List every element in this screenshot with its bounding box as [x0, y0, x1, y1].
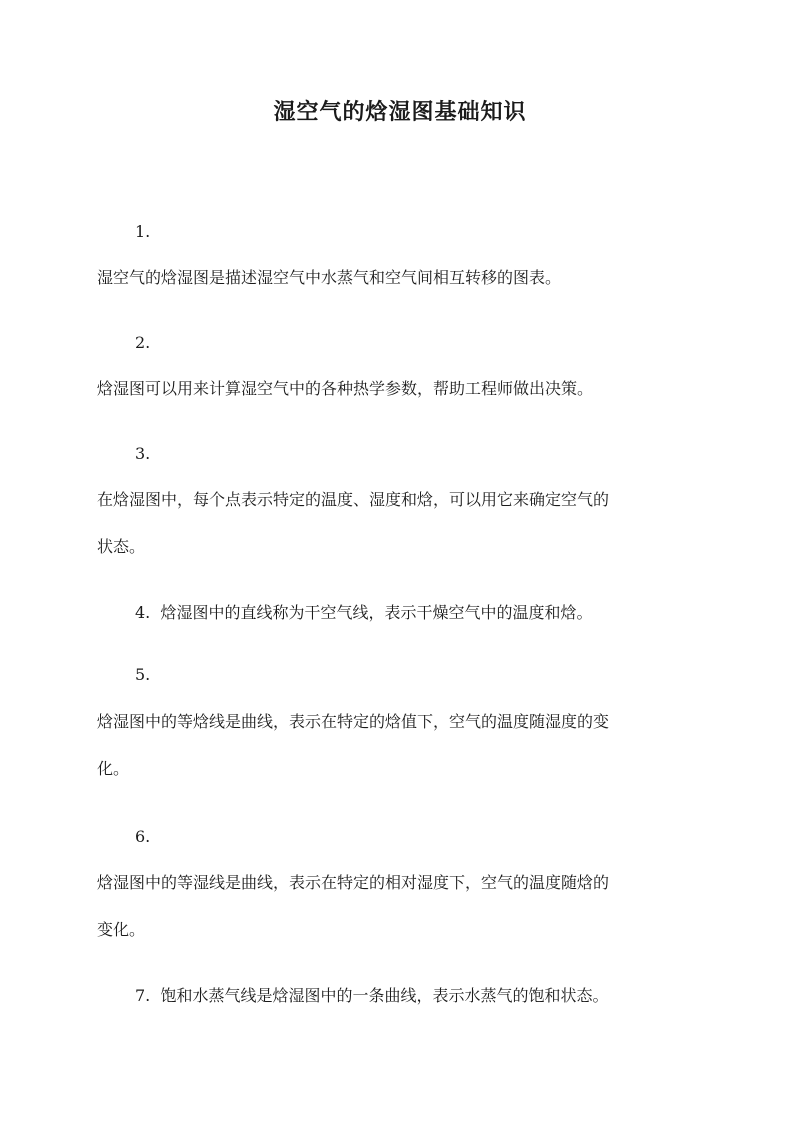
item-5-text-line-2: 化。: [97, 759, 130, 778]
item-4: [135, 601, 592, 625]
item-6-number: 6.: [135, 827, 151, 846]
item-7-number: 7.: [135, 986, 151, 1005]
item-5-number: 5.: [135, 665, 151, 684]
item-3-number: 3.: [135, 444, 151, 463]
item-1-text: 湿空气的焓湿图是描述湿空气中水蒸气和空气间相互转移的图表。: [97, 268, 562, 287]
item-2-text: 焓湿图可以用来计算湿空气中的各种热学参数，帮助工程师做出决策。: [97, 379, 594, 398]
item-7: [135, 984, 608, 1008]
item-1-number: 1.: [135, 222, 151, 241]
item-2-number: 2.: [135, 333, 151, 352]
item-7-text: 饱和水蒸气线是焓湿图中的一条曲线，表示水蒸气的饱和状态。: [160, 986, 609, 1005]
page-title: 湿空气的焓湿图基础知识: [273, 99, 527, 125]
item-4-text: 焓湿图中的直线称为干空气线，表示干燥空气中的温度和焓。: [160, 603, 593, 622]
item-3-text-line-2: 状态。: [97, 537, 146, 556]
item-3-text-line-1: 在焓湿图中，每个点表示特定的温度、湿度和焓，可以用它来确定空气的: [97, 490, 610, 509]
item-4-number: 4.: [135, 603, 151, 622]
item-6-text-line-2: 变化。: [97, 920, 146, 939]
item-6-text-line-1: 焓湿图中的等湿线是曲线，表示在特定的相对湿度下，空气的温度随焓的: [97, 873, 610, 892]
item-5-text-line-1: 焓湿图中的等焓线是曲线，表示在特定的焓值下，空气的温度随湿度的变: [97, 712, 610, 731]
